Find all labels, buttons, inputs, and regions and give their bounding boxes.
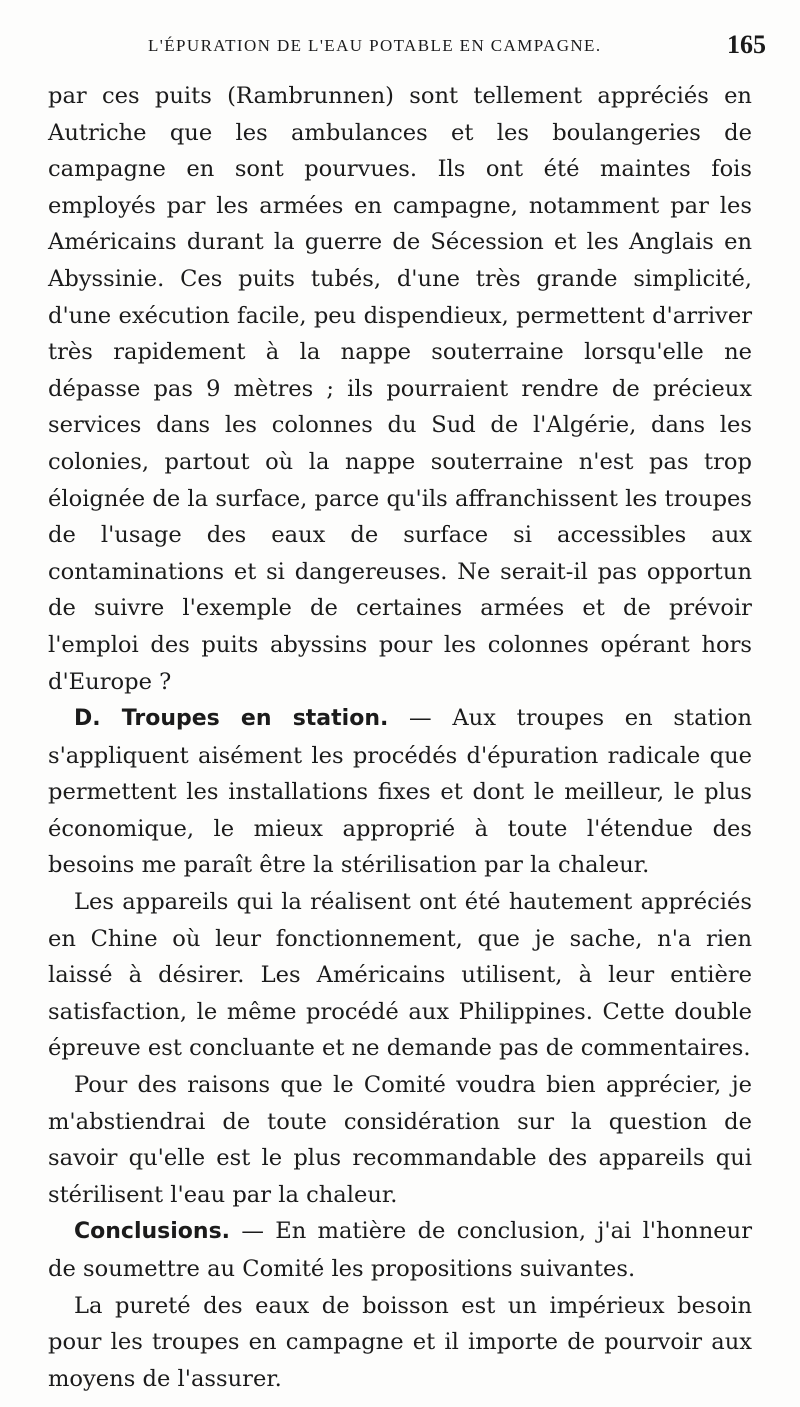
- paragraph-purete: [48, 1288, 752, 1398]
- running-title: L'ÉPURATION DE L'EAU POTABLE EN CAMPAGNE.: [148, 36, 602, 55]
- paragraph-appareils: [48, 884, 752, 1067]
- paragraph-text: La pureté des eaux de boisson est un impérieux besoin pour les troupes en campagne et il importe de pourvoir aux moyens de l'assurer.: [48, 1292, 752, 1392]
- paragraph-text: Les appareils qui la réalisent ont été hautement appréciés en Chine où leur fonctionnement, que je sache, n'a rien laissé à désirer. Les Américains utilisent, à leur entière satisfaction, le même procédé aux Philippines. Cette double épreuve est concluante et ne demande pas de commentaires.: [48, 889, 752, 1062]
- paragraph-text: par ces puits (Rambrunnen) sont tellement appréciés en Autriche que les ambulances et les boulangeries de campagne en sont pourvues. Ils ont été maintes fois employés par les armées en campagne, notamment par les Américains durant la guerre de Sécession et les Anglais en Abyssinie. Ces puits tubés, d'une très grande simplicité, d'une exécution facile, peu dispendieux, permettent d'arriver très rapidement à la nappe souterraine lorsqu'elle ne dépasse pas 9 mètres ; ils pourraient rendre de précieux services dans les colonnes du Sud de l'Algérie, dans les colonies, partout où la nappe souterraine n'est pas trop éloignée de la surface, parce qu'ils affranchissent les troupes de l'usage des eaux de surface si accessibles aux contaminations et si dangereuses. Ne serait-il pas opportun de suivre l'exemple de certaines armées et de prévoir l'emploi des puits abyssins pour les colonnes opérant hors d'Europe ?: [48, 83, 752, 695]
- paragraph-text: — En matière de conclusion, j'ai l'honneur de soumettre au Comité les propositions suivantes.: [48, 1218, 752, 1282]
- section-heading-troupes-en-station: D. Troupes en station.: [74, 706, 389, 732]
- paragraph-troupes-en-station: [48, 700, 752, 884]
- paragraph-conclusions: [48, 1213, 752, 1287]
- paragraph-continued: [48, 78, 752, 700]
- section-heading-conclusions: Conclusions.: [74, 1219, 231, 1245]
- body-text: [48, 78, 752, 1397]
- paragraph-text: Pour des raisons que le Comité voudra bien apprécier, je m'abstiendrai de toute considération sur la question de savoir qu'elle est le plus recommandable des appareils qui stérilisent l'eau par la chaleur.: [48, 1072, 752, 1208]
- running-head: [48, 30, 766, 64]
- paragraph-text: — Aux troupes en station s'appliquent aisément les procédés d'épuration radicale que permettent les installations fixes et dont le meilleur, le plus économique, le mieux approprié à toute l'étendue des besoins me paraît être la stérilisation par la chaleur.: [48, 705, 752, 879]
- page-number: 165: [727, 30, 766, 59]
- paragraph-raisons: [48, 1067, 752, 1213]
